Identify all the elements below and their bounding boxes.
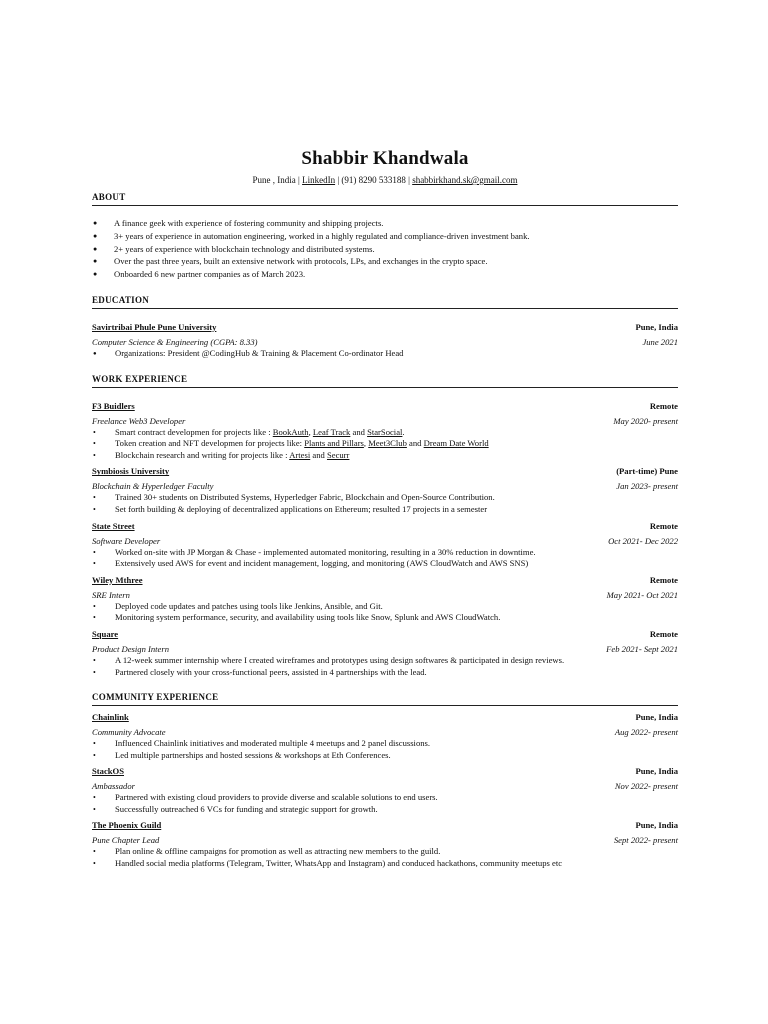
list-item: • Partnered closely with your cross-functional peers, assisted in 4 partnerships with the lead. <box>92 667 678 679</box>
work-entry-symbiosis <box>92 465 678 515</box>
bullet-text: Token creation and NFT developmen for projects like: <box>115 438 303 449</box>
entry-role: Ambassador <box>92 781 135 792</box>
list-item: ● A finance geek with experience of fostering community and shipping projects. <box>92 217 678 230</box>
list-item: • Extensively used AWS for event and incident management, logging, and monitoring (AWS CloudWatch and AWS SNS) <box>92 558 678 570</box>
bullet-text: . <box>402 426 405 437</box>
entry-role: Community Advocate <box>92 727 166 738</box>
list-item: ● 3+ years of experience in automation engineering, worked in a highly regulated and compliance-driven investment bank. <box>92 230 678 243</box>
phone: | (91) 8290 533188 | <box>337 175 410 185</box>
project-link-artesi[interactable]: Artesi <box>289 449 311 460</box>
section-education-title: EDUCATION <box>92 295 678 309</box>
entry-role: SRE Intern <box>92 589 130 600</box>
entry-location: Pune, India <box>635 712 678 723</box>
bullet-text: and <box>312 449 325 460</box>
list-item <box>92 427 678 439</box>
bullet-text: , <box>363 438 367 449</box>
entry-location: Remote <box>649 520 678 531</box>
list-item: • Worked on-site with JP Morgan & Chase - implemented automated monitoring, resulting in a 30% reduction in downtime. <box>92 547 678 559</box>
list-item: • Deployed code updates and patches using tools like Jenkins, Ansible, and Git. <box>92 601 678 613</box>
section-work-title: WORK EXPERIENCE <box>92 374 678 388</box>
contact-line <box>92 174 678 186</box>
entry-location: Remote <box>649 400 678 411</box>
project-link-dreamdate[interactable]: Dream Date World <box>423 438 489 449</box>
entry-date: Jan 2023- present <box>616 481 678 492</box>
work-entry-wiley <box>92 574 678 624</box>
entry-date: Nov 2022- present <box>614 781 678 792</box>
community-entry-phoenix <box>92 819 678 869</box>
entry-role: Freelance Web3 Developer <box>92 415 186 426</box>
list-item: • Led multiple partnerships and hosted sessions & workshops at Eth Conferences. <box>92 750 678 762</box>
entry-org: StackOS <box>92 766 124 777</box>
entry-org: Chainlink <box>92 712 129 723</box>
list-item: • A 12-week summer internship where I created wireframes and prototypes using design softwares & participated in design reviews. <box>92 655 678 667</box>
entry-date: May 2020- present <box>613 415 678 426</box>
entry-location: Remote <box>649 574 678 585</box>
resume-page <box>92 148 678 870</box>
entry-role: Blockchain & Hyperledger Faculty <box>92 481 214 492</box>
entry-location: Pune, India <box>635 321 678 332</box>
entry-location: Pune, India <box>635 820 678 831</box>
list-item: • Successfully outreached 6 VCs for funding and strategic support for growth. <box>92 804 678 816</box>
project-link-leaftrack[interactable]: Leaf Track <box>312 426 351 437</box>
entry-date: Sept 2022- present <box>613 835 678 846</box>
entry-role: Pune Chapter Lead <box>92 835 160 846</box>
list-item <box>92 450 678 462</box>
entry-date: Aug 2022- present <box>614 727 678 738</box>
about-list <box>92 217 678 281</box>
project-link-bookauth[interactable]: BookAuth <box>272 426 309 437</box>
entry-date: Oct 2021- Dec 2022 <box>608 535 678 546</box>
list-item: ● Organizations: President @CodingHub & Training & Placement Co-ordinator Head <box>92 348 678 360</box>
community-entry-chainlink <box>92 711 678 761</box>
entry-org: State Street <box>92 520 135 531</box>
entry-org: Symbiosis University <box>92 466 170 477</box>
entry-date: May 2021- Oct 2021 <box>606 589 678 600</box>
candidate-name: Shabbir Khandwala <box>301 148 469 169</box>
email-link[interactable]: shabbirkhand.sk@gmail.com <box>412 175 518 185</box>
entry-org: Savirtribai Phule Pune University <box>92 321 217 332</box>
entry-location: (Part-time) Pune <box>616 466 678 477</box>
project-link-meet3club[interactable]: Meet3Club <box>368 438 407 449</box>
list-item: • Set forth building & deploying of decentralized applications on Ethereum; resulted 17 projects in a semester <box>92 504 678 516</box>
list-item: ● Over the past three years, built an extensive network with protocols, LPs, and exchanges in the crypto space. <box>92 255 678 268</box>
list-item: • Trained 30+ students on Distributed Systems, Hyperledger Fabric, Blockchain and Open-Source Contribution. <box>92 492 678 504</box>
list-item: • Monitoring system performance, security, and availability using tools like Snow, Splunk and AWS CloudWatch. <box>92 612 678 624</box>
community-entry-stackos <box>92 765 678 815</box>
location: Pune , India | <box>252 175 300 185</box>
bullet-text: and <box>352 426 365 437</box>
list-item: • Handled social media platforms (Telegram, Twitter, WhatsApp and Instagram) and conduced hackathons, community meetups etc <box>92 858 678 870</box>
list-item <box>92 438 678 450</box>
entry-org: Wiley Mthree <box>92 574 143 585</box>
list-item: • Partnered with existing cloud providers to provide diverse and scalable solutions to end users. <box>92 792 678 804</box>
entry-date: June 2021 <box>642 336 678 347</box>
section-about-title: ABOUT <box>92 192 678 206</box>
entry-location: Remote <box>649 628 678 639</box>
entry-date: Feb 2021- Sept 2021 <box>606 643 678 654</box>
project-link-plants[interactable]: Plants and Pillars <box>304 438 364 449</box>
list-item: • Influenced Chainlink initiatives and moderated multiple 4 meetups and 2 panel discussions. <box>92 738 678 750</box>
bullet-text: Smart contract developmen for projects like : <box>115 426 271 437</box>
bullet-text: and <box>409 438 422 449</box>
bullet-text: Blockchain research and writing for projects like : <box>115 449 288 460</box>
linkedin-link[interactable]: LinkedIn <box>302 175 336 185</box>
work-entry-statestreet <box>92 520 678 570</box>
list-item: ● 2+ years of experience with blockchain technology and distributed systems. <box>92 243 678 256</box>
entry-role: Computer Science & Engineering (CGPA: 8.33) <box>92 336 258 347</box>
entry-role: Product Design Intern <box>92 643 170 654</box>
entry-role: Software Developer <box>92 535 161 546</box>
entry-org: The Phoenix Guild <box>92 820 162 831</box>
work-entry-square <box>92 628 678 678</box>
project-link-starsocial[interactable]: StarSocial <box>367 426 403 437</box>
entry-org: F3 Buidlers <box>92 400 135 411</box>
section-community-title: COMMUNITY EXPERIENCE <box>92 692 678 706</box>
list-item: • Plan online & offline campaigns for promotion as well as attracting new members to the guild. <box>92 846 678 858</box>
entry-org: Square <box>92 628 119 639</box>
entry-location: Pune, India <box>635 766 678 777</box>
work-entry-f3 <box>92 400 678 462</box>
education-entry <box>92 321 678 360</box>
bullet-text: , <box>308 426 311 437</box>
project-link-securr[interactable]: Securr <box>326 449 350 460</box>
list-item: ● Onboarded 6 new partner companies as of March 2023. <box>92 268 678 281</box>
